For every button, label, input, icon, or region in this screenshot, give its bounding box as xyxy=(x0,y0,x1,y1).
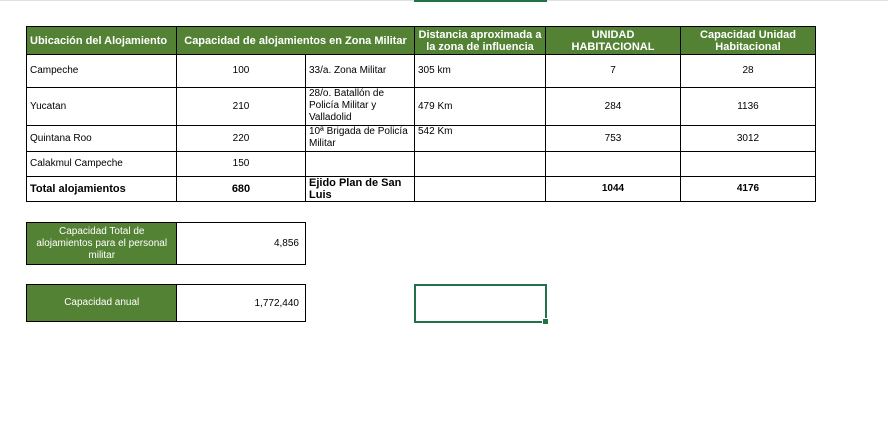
capacidad-total-value[interactable]: 4,856 xyxy=(177,223,305,264)
cell-unidad[interactable]: 284 xyxy=(546,88,681,126)
capacidad-total-box xyxy=(26,222,306,265)
cell-total-capacidad[interactable]: 680 xyxy=(177,177,306,202)
header-ubicacion[interactable]: Ubicación del Alojamiento xyxy=(27,27,177,55)
alojamientos-table xyxy=(26,26,816,202)
table-row xyxy=(27,152,816,177)
cell-distancia[interactable] xyxy=(415,152,546,177)
cell-capacidad-unidad[interactable] xyxy=(681,152,816,177)
fill-handle[interactable] xyxy=(542,318,549,325)
header-capacidad-unidad[interactable]: Capacidad Unidad Habitacional xyxy=(681,27,816,55)
capacidad-anual-value[interactable]: 1,772,440 xyxy=(177,285,305,321)
cell-capacidad[interactable]: 220 xyxy=(177,126,306,152)
cell-unidad[interactable] xyxy=(546,152,681,177)
cell-ubicacion[interactable]: Yucatan xyxy=(27,88,177,126)
active-column-indicator xyxy=(414,0,547,2)
cell-ubicacion[interactable]: Calakmul Campeche xyxy=(27,152,177,177)
table-row xyxy=(27,55,816,88)
capacidad-anual-box xyxy=(26,284,306,322)
cell-distancia[interactable]: 479 Km xyxy=(415,88,546,126)
selected-cell[interactable] xyxy=(414,284,547,323)
table-row xyxy=(27,126,816,152)
header-row xyxy=(27,27,816,55)
capacidad-total-label[interactable]: Capacidad Total de alojamientos para el personal militar xyxy=(27,223,177,264)
cell-capacidad[interactable]: 100 xyxy=(177,55,306,88)
cell-distancia[interactable]: 305 km xyxy=(415,55,546,88)
header-distancia[interactable]: Distancia aproximada a la zona de influencia xyxy=(415,27,546,55)
sheet-top-border xyxy=(0,0,888,1)
cell-zona[interactable]: 10ª Brigada de Policía Militar xyxy=(306,126,415,152)
cell-total-unidad[interactable]: 1044 xyxy=(546,177,681,202)
capacidad-anual-label[interactable]: Capacidad anual xyxy=(27,285,177,321)
cell-total-distancia[interactable] xyxy=(415,177,546,202)
cell-capacidad-unidad[interactable]: 3012 xyxy=(681,126,816,152)
cell-zona[interactable]: 33/a. Zona Militar xyxy=(306,55,415,88)
cell-total-zona[interactable]: Ejido Plan de San Luis xyxy=(306,177,415,202)
cell-ubicacion[interactable]: Campeche xyxy=(27,55,177,88)
cell-zona[interactable] xyxy=(306,152,415,177)
cell-total-capacidad-unidad[interactable]: 4176 xyxy=(681,177,816,202)
cell-distancia[interactable]: 542 Km xyxy=(415,126,546,152)
table-row xyxy=(27,88,816,126)
total-row xyxy=(27,177,816,202)
cell-unidad[interactable]: 753 xyxy=(546,126,681,152)
cell-capacidad-unidad[interactable]: 28 xyxy=(681,55,816,88)
cell-capacidad[interactable]: 150 xyxy=(177,152,306,177)
cell-total-label[interactable]: Total alojamientos xyxy=(27,177,177,202)
cell-capacidad-unidad[interactable]: 1136 xyxy=(681,88,816,126)
cell-unidad[interactable]: 7 xyxy=(546,55,681,88)
header-unidad[interactable]: UNIDAD HABITACIONAL xyxy=(546,27,681,55)
header-capacidad[interactable]: Capacidad de alojamientos en Zona Militar xyxy=(177,27,415,55)
cell-ubicacion[interactable]: Quintana Roo xyxy=(27,126,177,152)
cell-zona[interactable]: 28/o. Batallón de Policía Militar y Valladolid xyxy=(306,88,415,126)
cell-capacidad[interactable]: 210 xyxy=(177,88,306,126)
